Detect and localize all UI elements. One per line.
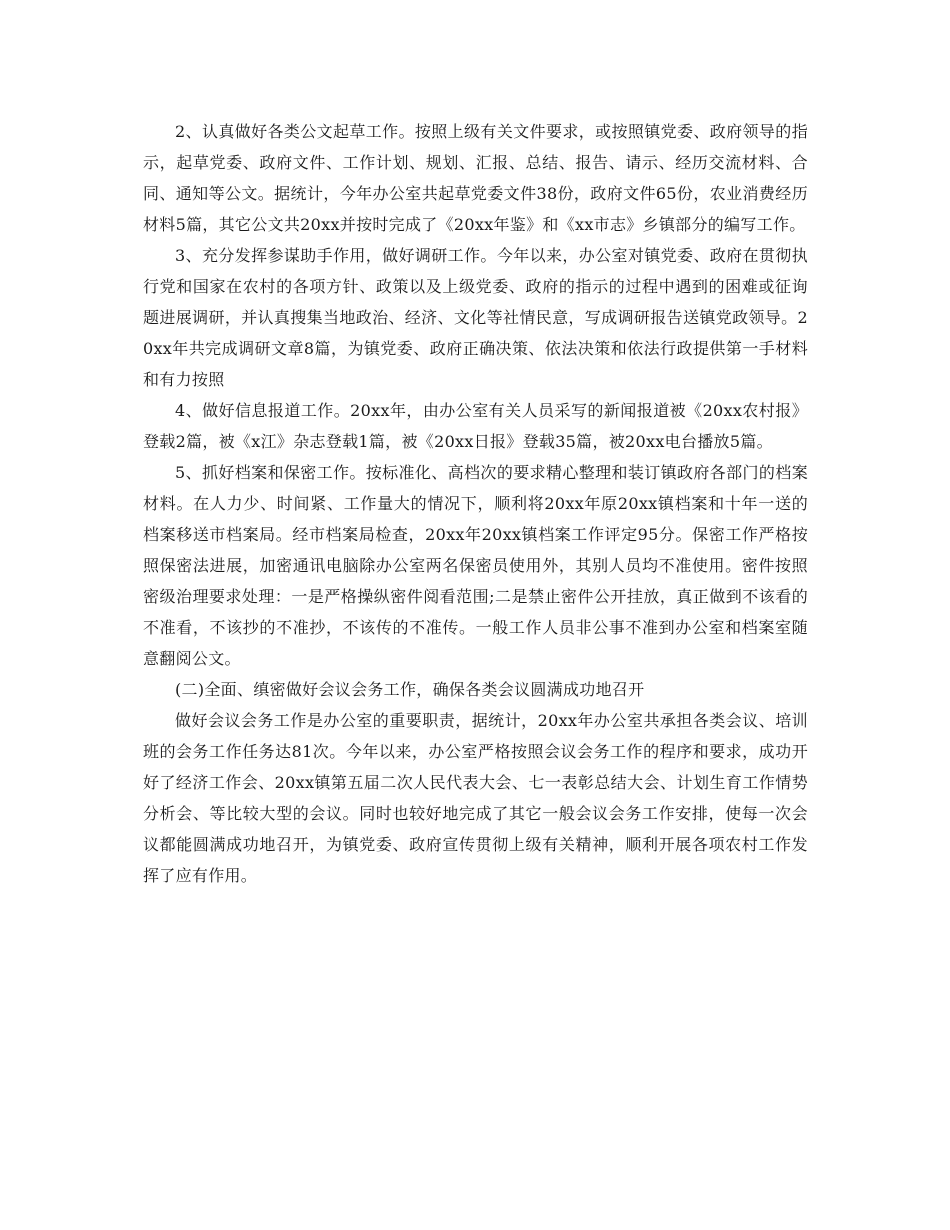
paragraph-item-3-research: 3、充分发挥参谋助手作用，做好调研工作。今年以来，办公室对镇党委、政府在贯彻执行党和国家在农村的各项方针、政策以及上级党委、政府的指示的过程中遇到的困难或征询题进展调研，并认真搜集当地政治、经济、文化等社情民意，写成调研报告送镇党政领导。20xx年共完成调研文章8篇，为镇党委、政府正确决策、依法决策和依法行政提供第一手材料和有力按照: [143, 246, 808, 389]
paragraph-item-5-archives-confidentiality: 5、抓好档案和保密工作。按标准化、高档次的要求精心整理和装订镇政府各部门的档案材料。在人力少、时间紧、工作量大的情况下，顺利将20xx年原20xx镇档案和十年一送的档案移送市档案局。经市档案局检查，20xx年20xx镇档案工作评定95分。保密工作严格按照保密法进展，加密通讯电脑除办公室两名保密员使用外，其别人员均不准使用。密件按照密级治理要求处理：一是严格操纵密件阅看范围;二是禁止密件公开挂放，真正做到不该看的不准看，不该抄的不准抄，不该传的不准传。一般工作人员非公事不准到办公室和档案室随意翻阅公文。: [143, 463, 808, 668]
paragraph-item-4-news-reporting: 4、做好信息报道工作。20xx年，由办公室有关人员采写的新闻报道被《20xx农村报》登载2篇，被《x江》杂志登载1篇，被《20xx日报》登载35篇，被20xx电台播放5篇。: [143, 401, 808, 451]
section-heading-meetings: (二)全面、缜密做好会议会务工作，确保各类会议圆满成功地召开: [175, 680, 645, 699]
document-body: [143, 116, 808, 891]
paragraph-item-2-drafting: 2、认真做好各类公文起草工作。按照上级有关文件要求，或按照镇党委、政府领导的指示，起草党委、政府文件、工作计划、规划、汇报、总结、报告、请示、经历交流材料、合同、通知等公文。据统计，今年办公室共起草党委文件38份，政府文件65份，农业消费经历材料5篇，其它公文共20xx并按时完成了《20xx年鉴》和《xx市志》乡镇部分的编写工作。: [143, 122, 808, 234]
paragraph-meetings-work: 做好会议会务工作是办公室的重要职责，据统计，20xx年办公室共承担各类会议、培训班的会务工作任务达81次。今年以来，办公室严格按照会议会务工作的程序和要求，成功开好了经济工作会、20xx镇第五届二次人民代表大会、七一表彰总结大会、计划生育工作情势分析会、等比较大型的会议。同时也较好地完成了其它一般会议会务工作安排，使每一次会议都能圆满成功地召开，为镇党委、政府宣传贯彻上级有关精神，顺利开展各项农村工作发挥了应有作用。: [143, 711, 808, 885]
